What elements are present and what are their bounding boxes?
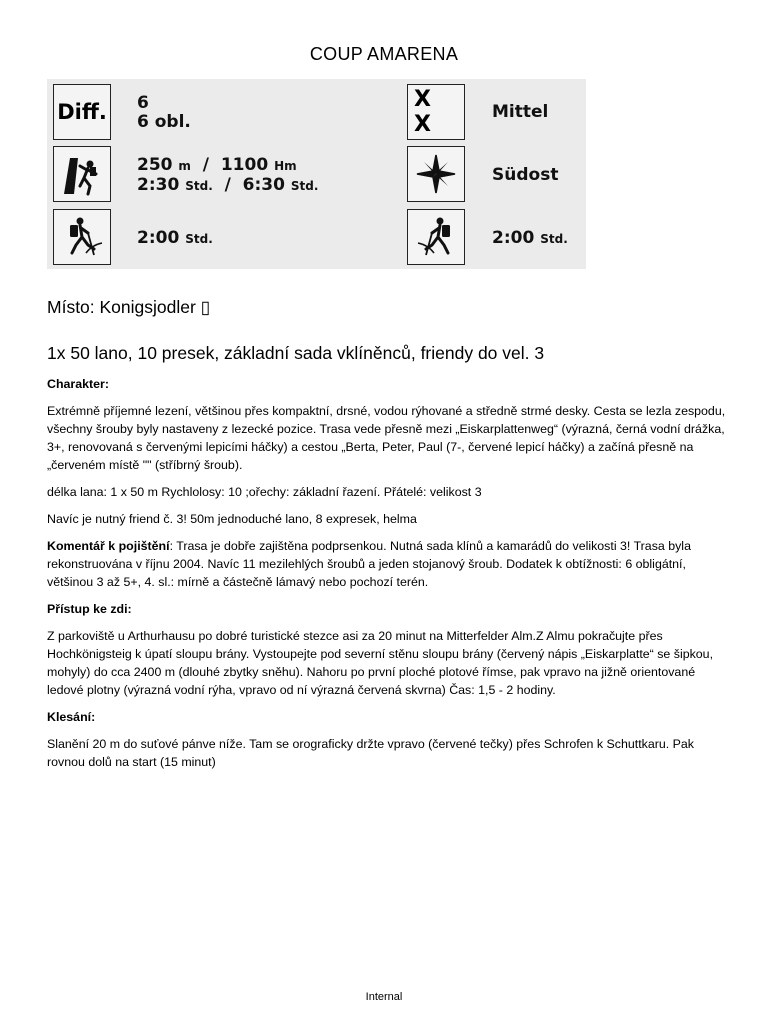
route-elevation-unit: Hm	[274, 159, 297, 173]
access-heading-text: Přístup ke zdi:	[47, 602, 132, 616]
protection-value: Mittel	[492, 102, 549, 122]
separator-slash: /	[224, 175, 231, 195]
exposure-value: Südost	[492, 165, 559, 185]
grade-obligatory: 6 obl.	[137, 112, 191, 132]
approach-time-text	[137, 229, 213, 249]
time-row	[137, 176, 318, 196]
climb-time-unit: Std.	[185, 179, 213, 193]
location-line: Místo: Konigsjodler ▯	[47, 297, 211, 317]
route-length-unit: m	[178, 159, 191, 173]
route-elevation: 1100	[220, 155, 269, 175]
length-elevation-row	[137, 156, 318, 176]
descent-time-unit: Std.	[540, 232, 568, 246]
character-heading	[47, 375, 727, 393]
insurance-heading: Komentář k pojištění	[47, 539, 170, 553]
separator-slash: /	[202, 155, 209, 175]
climb-time: 2:30	[137, 175, 180, 195]
rope-text: délka lana: 1 x 50 m Rychlolosy: 10 ;ořechy: základní řazení. Přátelé: velikost 3	[47, 485, 482, 499]
insurance-paragraph	[47, 537, 727, 591]
compass-rose-icon	[414, 152, 458, 196]
climber-icon	[60, 152, 104, 196]
gear-line: 1x 50 lano, 10 presek, základní sada vklíněnců, friendy do vel. 3	[47, 343, 545, 363]
insurance-text: : Trasa je dobře zajištěna podprsenkou. Nutná sada klínů a kamarádů do velikosti 3! Trasa byla rekonstruována v říjnu 2004. Navíc 11 mezilehlých šroubů a jeden stojanový šroub. Dodatek k obtížnosti: 6 obligátní, většinou 3 až 5+, 4. sl.: mírně a částečně lámavý nebo pochozí terén.	[47, 539, 691, 589]
grade-value: 6	[137, 93, 149, 113]
route-info-box	[47, 79, 586, 269]
descent-heading	[47, 708, 727, 726]
route-length: 250	[137, 155, 173, 175]
character-text: Extrémně příjemné lezení, většinou přes kompaktní, drsné, vodou rýhované a středně strmé desky. Cesta se lezla zespodu, všechny šrouby byly nastaveny z lezecké pozice. Trasa vede přesně mezi „Eiskarplattenweg“ (výrazná, černá vodní drážka, 3+, renovovaná s červenými lepicími háčky) a cestou „Berta, Peter, Paul (7-, červené lepicí háčky) a začíná přesně na „červeném místě "" (stříbrný šroub).	[47, 404, 726, 472]
difficulty-label: Diff.	[57, 100, 107, 124]
friend-text: Navíc je nutný friend č. 3! 50m jednoduché lano, 8 expresek, helma	[47, 512, 417, 526]
compass-icon-box	[407, 146, 465, 202]
page-title: COUP AMARENA	[309, 44, 459, 64]
approach-icon-box	[53, 209, 111, 265]
difficulty-box	[53, 84, 111, 140]
descent-time-text	[492, 229, 568, 249]
access-text: Z parkoviště u Arthurhausu po dobré turistické stezce asi za 20 minut na Mitterfelder Alm.Z Almu pokračujte přes Hochkönigsteig k úpatí sloupu brány. Vystoupejte pod severní stěnu sloupu brány (červený nápis „Eiskarplatte“ se šipkou, mohyly) do cca 2400 m (dlouhé zbytky sněhu). Nahoru po první ploché plotové římse, pak vpravo na jižně orientované ledové plotny (výrazná vodní rýha, vpravo od ní výrazná červená skvrna) Čas: 1,5 - 2 hodiny.	[47, 629, 714, 697]
length-time-text	[137, 156, 318, 196]
approach-time-unit: Std.	[185, 232, 213, 246]
hiker-descent-icon	[414, 215, 458, 259]
descent-icon-box	[407, 209, 465, 265]
grade-text	[137, 94, 191, 132]
total-time-unit: Std.	[290, 179, 319, 193]
access-heading	[47, 600, 727, 618]
footer-label: Internal	[365, 991, 403, 1003]
approach-time: 2:00	[137, 228, 180, 248]
descent-heading-text: Klesání:	[47, 710, 96, 724]
character-heading-text: Charakter:	[47, 377, 109, 391]
protection-box	[407, 84, 465, 140]
protection-label: X X	[414, 87, 437, 137]
hiker-ascent-icon	[60, 215, 104, 259]
climber-icon-box	[53, 146, 111, 202]
descent-time: 2:00	[492, 228, 535, 248]
descent-text: Slanění 20 m do suťové pánve níže. Tam se orograficky držte vpravo (červené tečky) přes Schrofen k Schuttkaru. Pak rovnou dolů na start (15 minut)	[47, 737, 694, 769]
total-time: 6:30	[242, 175, 285, 195]
